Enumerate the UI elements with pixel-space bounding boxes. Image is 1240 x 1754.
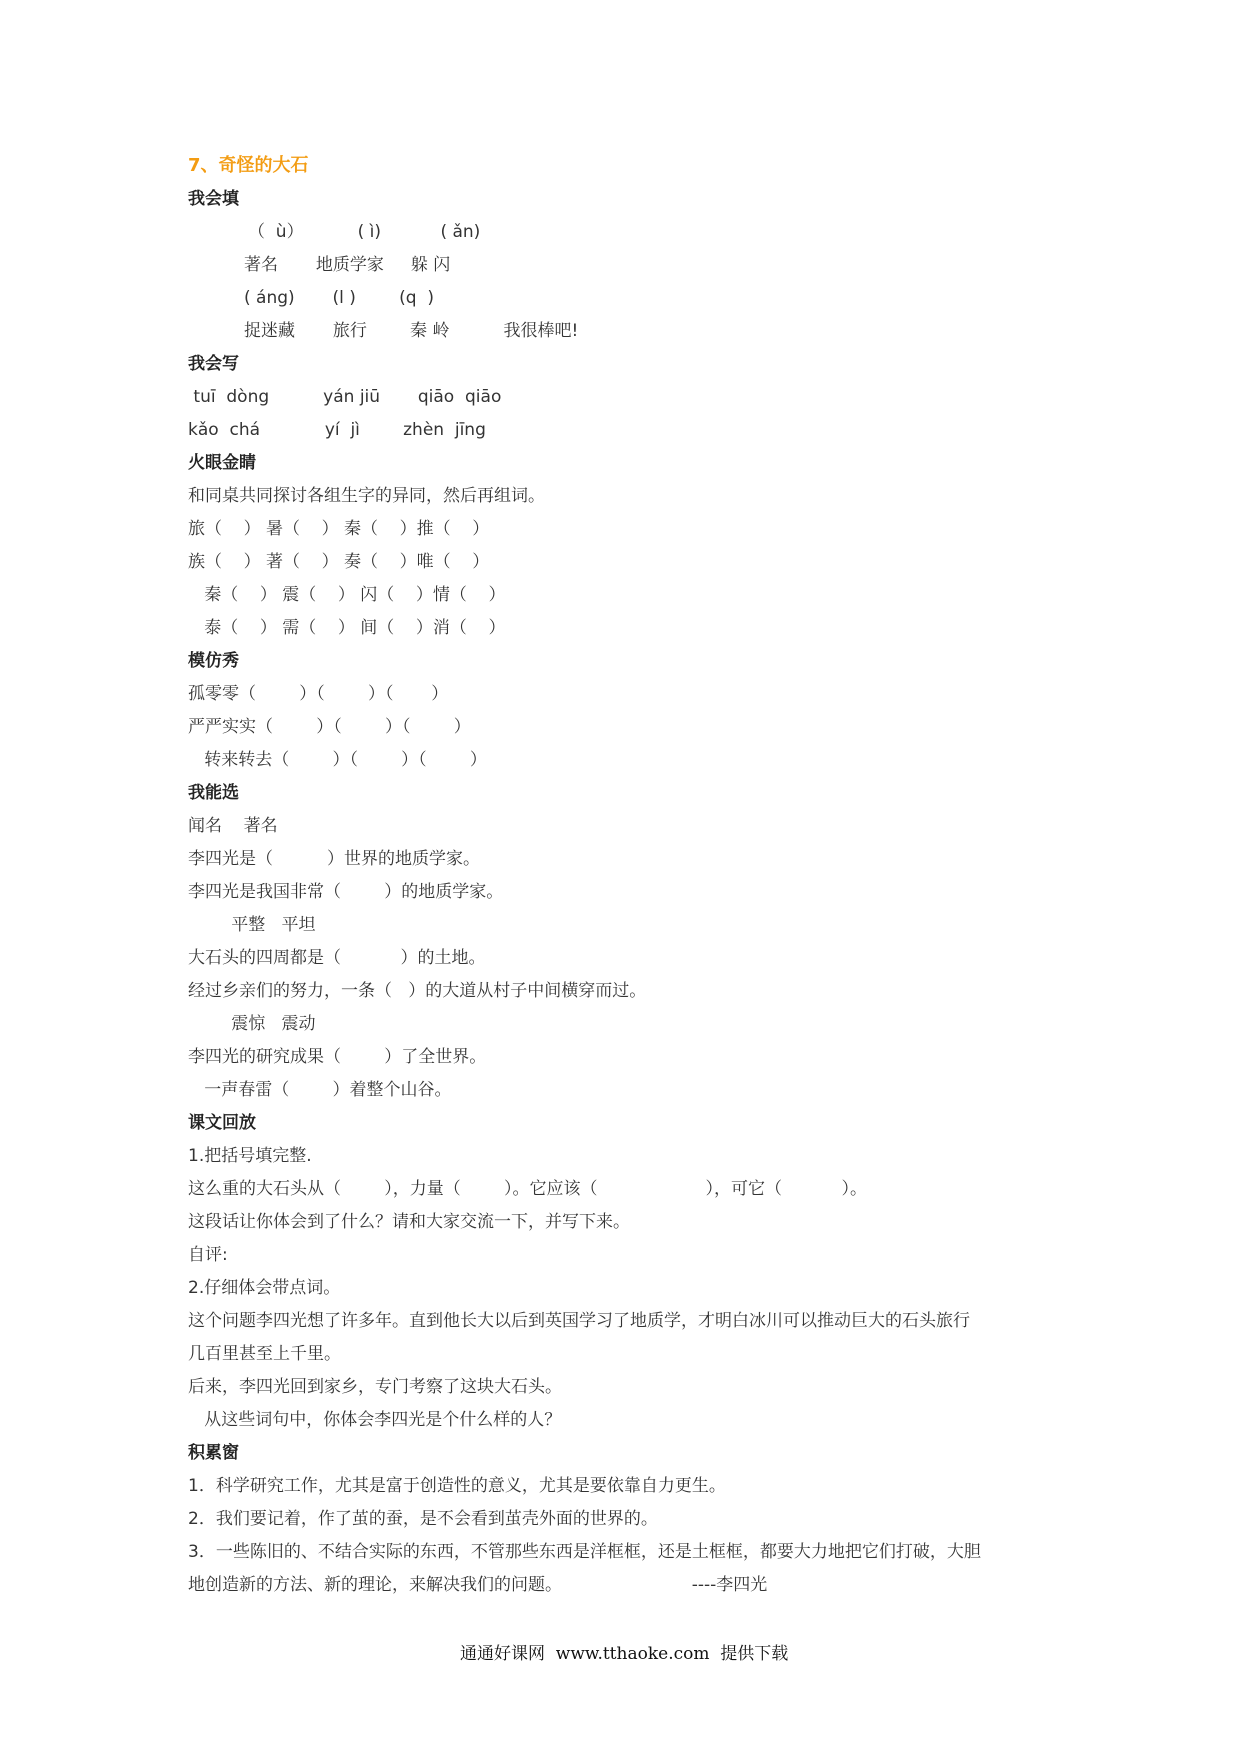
word-group-line: 泰（ ） 需（ ） 间（ ）消（ ） (188, 618, 506, 638)
pinyin-line: tuī dòng yán jiū qiāo qiāo (188, 387, 502, 407)
imitate-line: 孤零零（ ）（ ）（ ） (188, 684, 449, 704)
review-line: 后来，李四光回到家乡，专门考察了这块大石头。 (188, 1377, 562, 1397)
choose-line: 平整 平坦 (188, 915, 316, 935)
choose-line: 经过乡亲们的努力，一条（ ）的大道从村子中间横穿而过。 (188, 981, 647, 1001)
pinyin-line: kǎo chá yí jì zhèn jīng (188, 420, 486, 440)
section-heading-fill: 我会填 (188, 189, 239, 209)
review-line: 自评: (188, 1245, 228, 1265)
imitate-line: 严严实实（ ）（ ）（ ） (188, 717, 471, 737)
quote-line: 3．一些陈旧的、不结合实际的东西，不管那些东西是洋框框，还是土框框，都要大力地把它们打破，大胆 (188, 1542, 981, 1562)
choose-line: 李四光是我国非常（ ）的地质学家。 (188, 882, 504, 902)
section-heading-accumulate: 积累窗 (188, 1443, 239, 1463)
quote-line: 1．科学研究工作，尤其是富于创造性的意义，尤其是要依靠自力更生。 (188, 1476, 726, 1496)
word-group-line: 旅（ ） 暑（ ） 秦（ ）推（ ） (188, 519, 490, 539)
review-line: 这段话让你体会到了什么？请和大家交流一下，并写下来。 (188, 1212, 630, 1232)
review-line: 2.仔细体会带点词。 (188, 1278, 341, 1298)
fill-line: （ ù） ( ì) ( ǎn) (248, 222, 481, 242)
review-line: 1.把括号填完整. (188, 1146, 312, 1166)
quote-line: 2．我们要记着，作了茧的蚕，是不会看到茧壳外面的世界的。 (188, 1509, 658, 1529)
review-line: 这么重的大石头从（ ），力量（ ）。它应该（ ），可它（ ）。 (188, 1179, 867, 1199)
choose-line: 李四光的研究成果（ ）了全世界。 (188, 1047, 487, 1067)
choose-line: 震惊 震动 (188, 1014, 316, 1034)
review-line: 几百里甚至上千里。 (188, 1344, 341, 1364)
footer-text: 通通好课网 www.tthaoke.com 提供下载 (460, 1644, 789, 1664)
choose-line: 闻名 著名 (188, 816, 278, 836)
choose-line: 一声春雷（ ）着整个山谷。 (188, 1080, 452, 1100)
section-heading-imitate: 模仿秀 (188, 651, 239, 671)
section-heading-write: 我会写 (188, 354, 239, 374)
section-heading-eyes: 火眼金睛 (188, 453, 256, 473)
review-line: 这个问题李四光想了许多年。直到他长大以后到英国学习了地质学，才明白冰川可以推动巨大的石头旅行 (188, 1311, 970, 1331)
fill-line: 著名 地质学家 躲 闪 (244, 255, 451, 275)
quote-line: 地创造新的方法、新的理论，来解决我们的问题。 ----李四光 (188, 1575, 768, 1595)
choose-line: 李四光是（ ）世界的地质学家。 (188, 849, 481, 869)
imitate-line: 转来转去（ ）（ ）（ ） (188, 750, 487, 770)
choose-line: 大石头的四周都是（ ）的土地。 (188, 948, 486, 968)
page-title: 7、奇怪的大石 (188, 155, 309, 176)
fill-line: ( áng) (l ) (q ) (244, 288, 434, 308)
section-heading-review: 课文回放 (188, 1113, 256, 1133)
fill-line: 捉迷藏 旅行 秦 岭 我很棒吧! (244, 321, 579, 341)
word-group-line: 族（ ） 著（ ） 奏（ ）唯（ ） (188, 552, 490, 572)
review-line: 从这些词句中，你体会李四光是个什么样的人？ (188, 1410, 562, 1430)
instruction-text: 和同桌共同探讨各组生字的异同，然后再组词。 (188, 486, 545, 506)
word-group-line: 秦（ ） 震（ ） 闪（ ）情（ ） (188, 585, 506, 605)
section-heading-choose: 我能选 (188, 783, 239, 803)
